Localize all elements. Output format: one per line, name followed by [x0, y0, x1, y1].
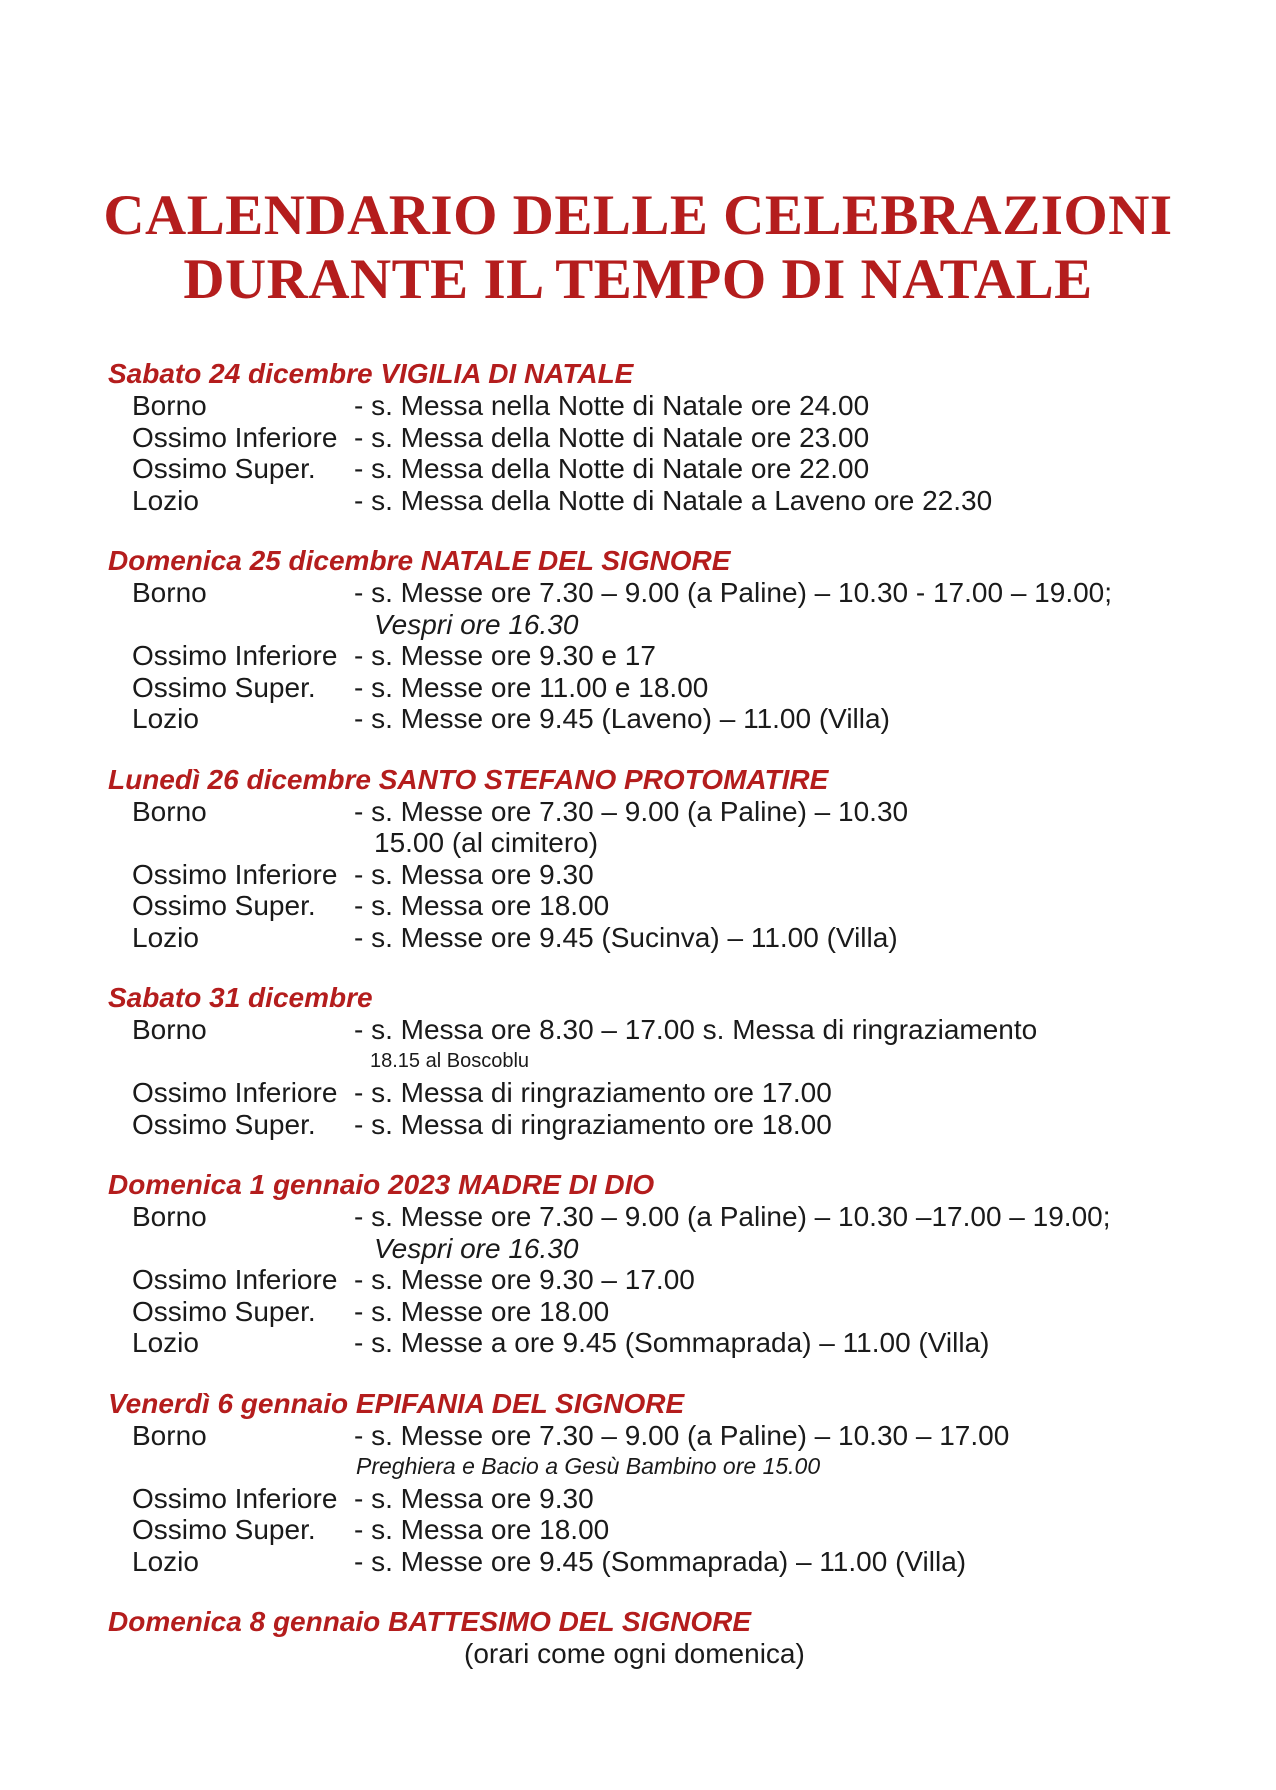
schedule-row	[108, 1483, 1228, 1515]
place-label: Borno	[132, 1014, 207, 1045]
schedule-info: - s. Messa ore 9.30	[354, 858, 594, 890]
schedule-info: - s. Messe ore 11.00 e 18.00	[354, 671, 709, 703]
schedule-note-row	[108, 609, 1228, 641]
section-madre-di-dio	[108, 1169, 1228, 1359]
schedule-note-row	[108, 1046, 1228, 1078]
place-label: Borno	[132, 795, 207, 827]
schedule-info: - s. Messe ore 18.00	[354, 1295, 610, 1327]
schedule-row	[108, 1546, 1228, 1578]
place-label: Ossimo Super.	[132, 453, 316, 484]
preghiera-note: Preghiera e Bacio a Gesù Bambino ore 15.00	[356, 1453, 821, 1479]
schedule-info: - s. Messe ore 7.30 – 9.00 (a Paline) – 10.30 –17.00 – 19.00;	[354, 1201, 1111, 1232]
schedule-note-row	[108, 827, 1228, 859]
schedule-note-row	[108, 1451, 1228, 1483]
section-epifania	[108, 1388, 1228, 1578]
schedule-row	[108, 922, 1228, 954]
place-label: Borno	[132, 1419, 207, 1451]
section-heading: Domenica 8 gennaio BATTESIMO DEL SIGNORE	[108, 1606, 752, 1637]
schedule-info: - s. Messa ore 18.00	[354, 1514, 610, 1545]
closing-note: (orari come ogni domenica)	[464, 1638, 805, 1669]
schedule-row	[108, 1264, 1228, 1296]
schedule-note-row	[108, 1233, 1228, 1265]
section-heading: Domenica 1 gennaio 2023 MADRE DI DIO	[108, 1169, 655, 1200]
place-label: Borno	[132, 390, 207, 421]
schedule-row	[108, 672, 1228, 704]
place-label: Ossimo Super.	[132, 890, 316, 921]
section-heading: Domenica 25 dicembre NATALE DEL SIGNORE	[108, 545, 731, 576]
celebrations-list	[108, 358, 1228, 1699]
schedule-info: - s. Messe ore 7.30 – 9.00 (a Paline) – 10.30 - 17.00 – 19.00;	[354, 577, 1113, 608]
schedule-row	[108, 859, 1228, 891]
section-heading: Lunedì 26 dicembre SANTO STEFANO PROTOMATIRE	[108, 763, 829, 795]
schedule-row	[108, 703, 1228, 735]
schedule-info: - s. Messe a ore 9.45 (Sommaprada) – 11.00 (Villa)	[354, 1327, 990, 1358]
schedule-row	[108, 1109, 1228, 1141]
place-label: Borno	[132, 577, 207, 608]
schedule-info: - s. Messe ore 9.30 e 17	[354, 640, 656, 671]
schedule-row	[108, 485, 1228, 517]
schedule-info: - s. Messa di ringraziamento ore 17.00	[354, 1077, 832, 1108]
schedule-row	[108, 453, 1228, 485]
place-label: Ossimo Inferiore	[132, 1482, 338, 1514]
place-label: Ossimo Inferiore	[132, 1264, 338, 1295]
cimitero-note: 15.00 (al cimitero)	[374, 827, 599, 858]
place-label: Lozio	[132, 1545, 199, 1577]
section-battesimo	[108, 1606, 1228, 1670]
schedule-info: - s. Messe ore 9.45 (Sommaprada) – 11.00 (Villa)	[354, 1545, 967, 1577]
schedule-row	[108, 796, 1228, 828]
schedule-info: - s. Messe ore 9.30 – 17.00	[354, 1264, 695, 1295]
place-label: Ossimo Super.	[132, 1108, 316, 1140]
schedule-row	[108, 422, 1228, 454]
schedule-row	[108, 1077, 1228, 1109]
schedule-info: - s. Messa della Notte di Natale ore 22.00	[354, 453, 870, 484]
vespri-note: Vespri ore 16.30	[374, 608, 579, 640]
schedule-info: - s. Messa della Notte di Natale a Laveno ore 22.30	[354, 484, 993, 516]
schedule-row	[108, 577, 1228, 609]
place-label: Ossimo Super.	[132, 1514, 316, 1545]
section-heading: Venerdì 6 gennaio EPIFANIA DEL SIGNORE	[108, 1387, 685, 1419]
place-label: Lozio	[132, 921, 199, 953]
schedule-row	[108, 1201, 1228, 1233]
schedule-row	[108, 1296, 1228, 1328]
place-label: Ossimo Super.	[132, 671, 316, 703]
section-vigilia	[108, 358, 1228, 516]
schedule-info: - s. Messa ore 9.30	[354, 1482, 594, 1514]
section-natale	[108, 545, 1228, 735]
place-label: Ossimo Inferiore	[132, 421, 338, 453]
boscoblu-note: 18.15 al Boscoblu	[370, 1049, 530, 1072]
schedule-info: - s. Messa di ringraziamento ore 18.00	[354, 1108, 832, 1140]
section-santo-stefano	[108, 764, 1228, 954]
schedule-info: - s. Messa ore 8.30 – 17.00 s. Messa di ringraziamento	[354, 1014, 1038, 1045]
place-label: Ossimo Inferiore	[132, 1077, 338, 1108]
schedule-info: - s. Messa ore 18.00	[354, 890, 610, 921]
schedule-row	[108, 1420, 1228, 1452]
schedule-row	[108, 1514, 1228, 1546]
title-line-2: DURANTE IL TEMPO DI NATALE	[183, 248, 1093, 311]
place-label: Lozio	[132, 1327, 199, 1358]
schedule-info: - s. Messe ore 7.30 – 9.00 (a Paline) – 10.30	[354, 795, 909, 827]
schedule-row	[108, 890, 1228, 922]
place-label: Borno	[132, 1201, 207, 1232]
place-label: Lozio	[132, 484, 199, 516]
schedule-info: - s. Messa nella Notte di Natale ore 24.00	[354, 390, 870, 421]
place-label: Ossimo Inferiore	[132, 640, 338, 671]
place-label: Ossimo Inferiore	[132, 858, 338, 890]
schedule-row	[108, 390, 1228, 422]
schedule-info: - s. Messa della Notte di Natale ore 23.00	[354, 421, 870, 453]
schedule-row	[108, 1327, 1228, 1359]
place-label: Lozio	[132, 703, 199, 734]
schedule-info: - s. Messe ore 9.45 (Sucinva) – 11.00 (Villa)	[354, 921, 898, 953]
section-31-dicembre	[108, 982, 1228, 1140]
vespri-note: Vespri ore 16.30	[374, 1232, 579, 1264]
place-label: Ossimo Super.	[132, 1295, 316, 1327]
schedule-info: - s. Messe ore 7.30 – 9.00 (a Paline) – 10.30 – 17.00	[354, 1419, 1010, 1451]
schedule-row	[108, 1014, 1228, 1046]
title-line-1: CALENDARIO DELLE CELEBRAZIONI	[103, 184, 1173, 247]
page-title	[0, 184, 1276, 312]
section-heading: Sabato 31 dicembre	[108, 982, 373, 1013]
schedule-info: - s. Messe ore 9.45 (Laveno) – 11.00 (Villa)	[354, 703, 890, 734]
schedule-row	[108, 640, 1228, 672]
section-heading: Sabato 24 dicembre VIGILIA DI NATALE	[108, 358, 634, 389]
